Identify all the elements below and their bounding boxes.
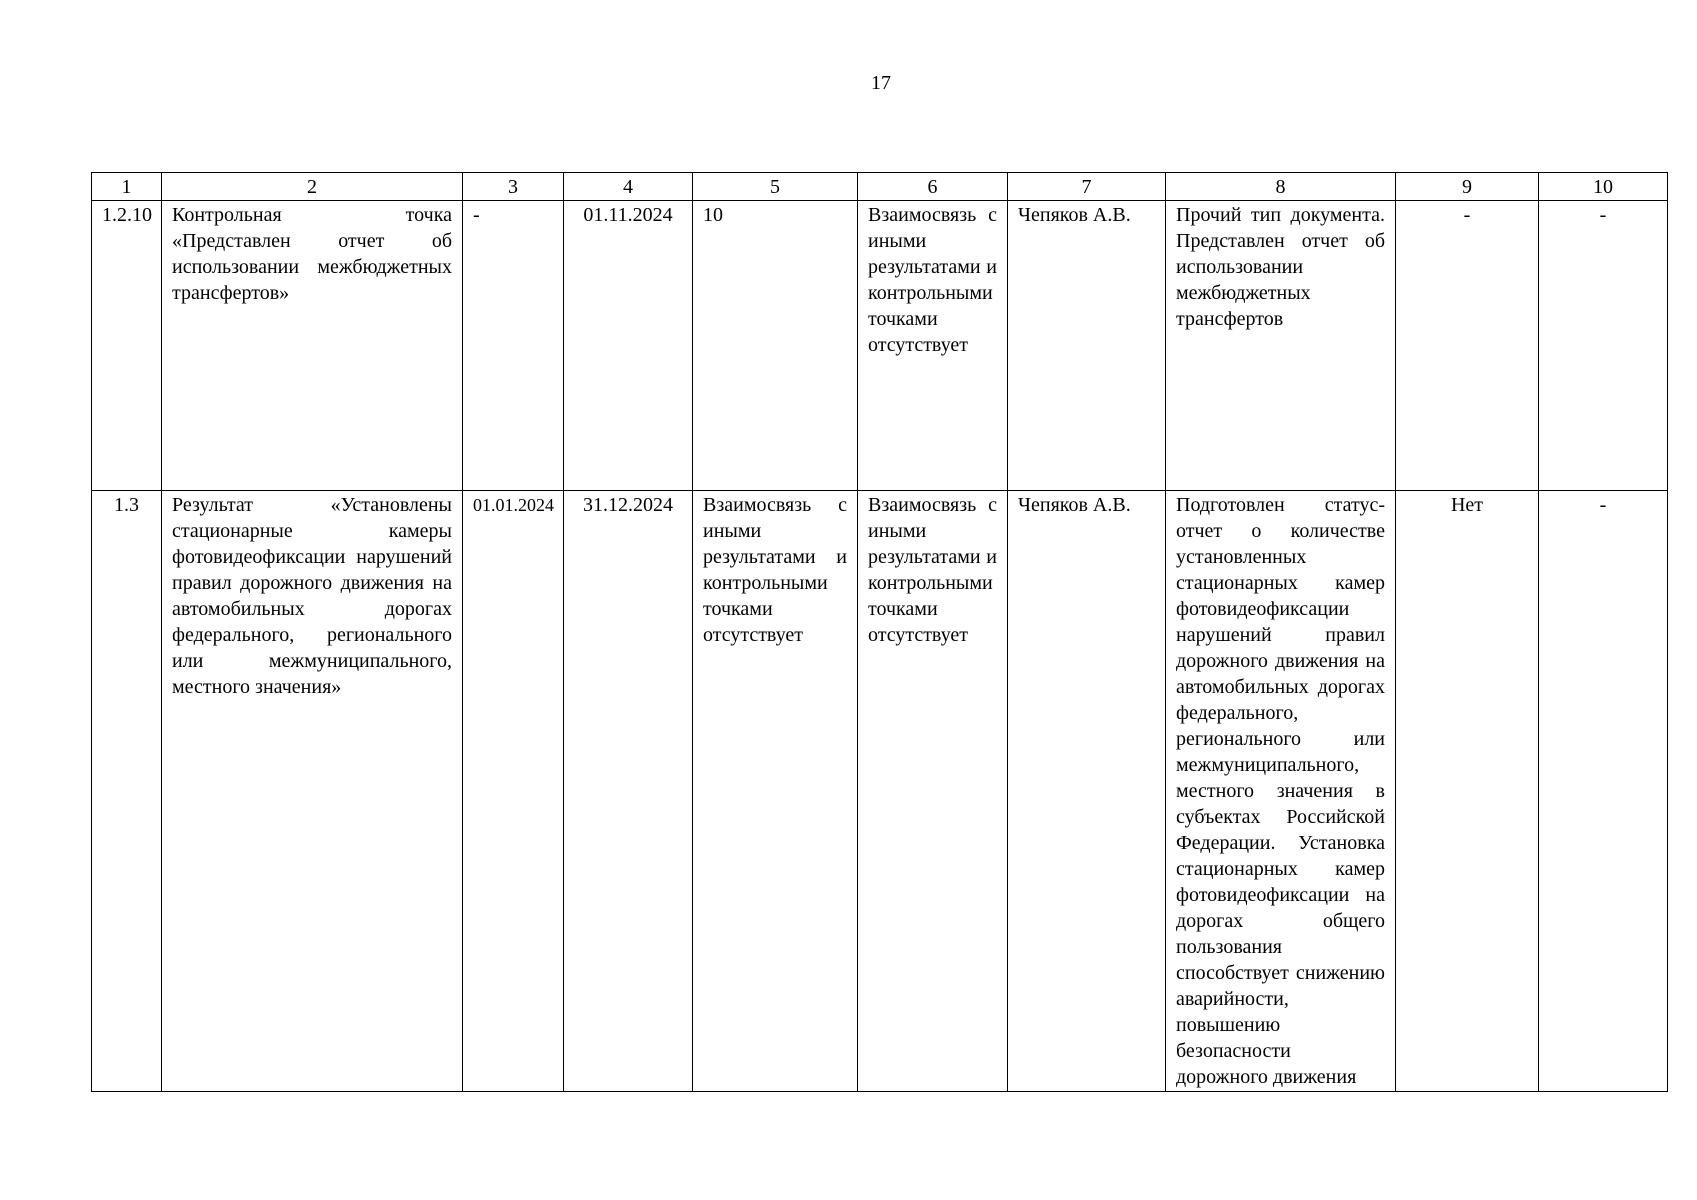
column-10-cell: - [1539,201,1668,491]
column-header: 8 [1166,173,1396,201]
item-name-cell: Контрольная точка «Представлен отчет об использовании межбюджетных трансфертов» [162,201,463,491]
column-header: 7 [1008,173,1166,201]
relationship-cell: Взаимосвязь с иными результатами и контрольными точками отсутствует [858,491,1008,1092]
column-header: 10 [1539,173,1668,201]
column-header: 6 [858,173,1008,201]
column-header: 4 [564,173,693,201]
column-header: 3 [463,173,564,201]
table-row [92,201,1668,491]
row-number-cell: 1.3 [92,491,162,1092]
column-header: 1 [92,173,162,201]
column-header: 9 [1396,173,1539,201]
document-type-cell: Прочий тип документа. Представлен отчет об использовании межбюджетных трансфертов [1166,201,1396,491]
document-type-cell: Подготовлен статус-отчет о количестве установленных стационарных камер фотовидеофиксации нарушений правил дорожного движения на автомобильных дорогах федерального, регионального или межмуниципального, местного значения в субъектах Российской Федерации. Установка стационарных камер фотовидеофиксации на дорогах общего пользования способствует снижению аварийности, повышению безопасности дорожного движения [1166,491,1396,1092]
table-row [92,491,1668,1092]
page-number: 17 [871,72,891,94]
table-header-row [92,173,1668,201]
responsible-person-cell: Чепяков А.В. [1008,201,1166,491]
end-date-cell: 01.11.2024 [564,201,693,491]
item-name-cell: Результат «Установлены стационарные камеры фотовидеофиксации нарушений правил дорожного движения на автомобильных дорогах федерального, регионального или межмуниципального, местного значения» [162,491,463,1092]
row-number-cell: 1.2.10 [92,201,162,491]
end-date-cell: 31.12.2024 [564,491,693,1092]
start-date-cell: - [463,201,564,491]
column-5-cell: 10 [693,201,858,491]
start-date-cell: 01.01.2024 [463,491,564,1092]
column-9-cell: - [1396,201,1539,491]
column-header: 5 [693,173,858,201]
column-header: 2 [162,173,463,201]
column-9-cell: Нет [1396,491,1539,1092]
relationship-cell: Взаимосвязь с иными результатами и контрольными точками отсутствует [858,201,1008,491]
document-table [91,172,1668,1092]
responsible-person-cell: Чепяков А.В. [1008,491,1166,1092]
column-5-cell: Взаимосвязь с иными результатами и контрольными точками отсутствует [693,491,858,1092]
column-10-cell: - [1539,491,1668,1092]
